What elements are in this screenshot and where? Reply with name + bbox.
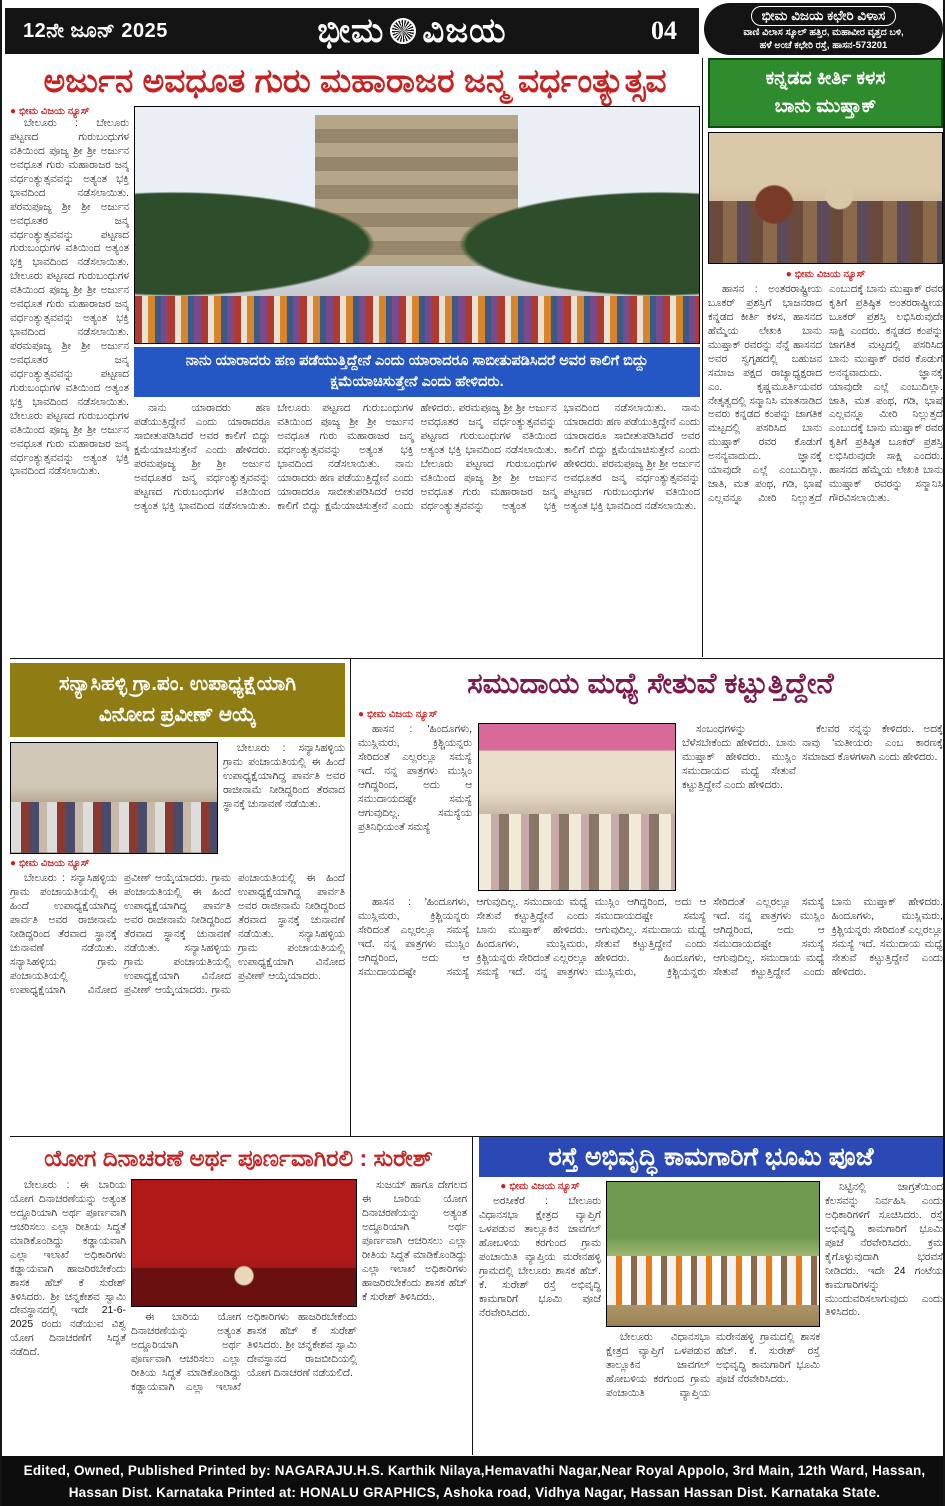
byline-bullet-icon: ● <box>358 709 365 720</box>
page-number: 04 <box>651 16 677 45</box>
banu-headline-line2: ಬಾನು ಮುಷ್ತಾಕ್ <box>774 96 877 117</box>
yoga-column-b: ಸುಜಯ್ ಹಾಗೂ ದೇಗಲದ ಈ ಬಾರಿಯ ಯೋಗ ದಿನಾಚರಣೆಯನ್ನು ಅತ್ಯಂತ ಅದ್ದೂರಿಯಾಗಿ ಅರ್ಥ ಪೂರ್ಣವಾಗಿ ಆಚರಿಸಲು ಎಲ್ಲಾ ರೀತಿಯ ಸಿದ್ದತೆ ಮಾಡಿಕೊಂಡಿದ್ದು ಎಲ್ಲಾ ಇಲಾಖೆ ಅಧಿಕಾರಿಗಳು ಹಾಜರಿರಬೇಕೆಂದು ಶಾಸಕ ಹೆಚ್ ಕೆ ಸುರೇಶ್ ತಿಳಿಸಿದರು. <box>362 1180 467 1303</box>
imprint-line2: Hassan Dist. Karnataka Printed at: HONALU GRAPHICS, Ashoka road, Vidhya Nagar, Hassan Hassan Dist. Karnataka State. <box>68 1485 881 1501</box>
masthead-right: ವಿಜಯ <box>422 11 507 50</box>
byline-bullet-icon: ● <box>500 1181 507 1192</box>
byline-label: ಭೀಮ ವಿಜಯ ನ್ಯೂಸ್ <box>509 1181 580 1192</box>
samudaya-column-b: ಸಂಬಂಧಗಳನ್ನು ಬೆಳೆಸಬೇಕೆಂದು ಹೇಳಿದರು. ಬಾನು ಮುಷ್ತಾಕ್ ಹೇಳಿದರು. ಮುಸ್ಲಿಂ ಸಮುದಾಯದ ಮಧ್ಯೆ ಸೇತುವೆ ಕಟ್ಟುತ್ತಿದ್ದೇನೆ ಎಂದು ಹೇಳಿದರು. <box>682 724 796 791</box>
byline-bullet-icon: ● <box>10 106 17 117</box>
byline-label: ಭೀಮ ವಿಜಯ ನ್ಯೂಸ್ <box>19 858 90 869</box>
main-article-lead-text: ಬೇಲೂರು : ಬೇಲೂರು ಪಟ್ಟಣದ ಗುರುಬಂಧುಗಳ ವತಿಯಿಂದ ಪೂಜ್ಯ ಶ್ರೀ ಶ್ರೀ ಅರ್ಜುನ ಅವಧೂತ ಗುರು ಮಹಾರಾಜರ ಜನ್ಮ ವರ್ಧಂತ್ಯುತ್ಸವವನ್ನು ಅತ್ಯಂತ ಭಕ್ತಿ ಭಾವದಿಂದ ನಡೆಸಲಾಯಿತು. ಪರಮಪೂಜ್ಯ ಶ್ರೀ ಶ್ರೀ ಅರ್ಜುನ ಅವಧೂತರ ಜನ್ಮ ವರ್ಧಂತ್ಯುತ್ಸವವನ್ನು ಪಟ್ಟಣದ ಗುರುಬಂಧುಗಳ ವತಿಯಿಂದ ಅತ್ಯಂತ ಭಕ್ತಿ ಭಾವದಿಂದ ನಡೆಸಲಾಯಿತು. ಬೇಲೂರು ಪಟ್ಟಣದ ಗುರುಬಂಧುಗಳ ವತಿಯಿಂದ ಪೂಜ್ಯ ಶ್ರೀ ಶ್ರೀ ಅರ್ಜುನ ಅವಧೂತ ಗುರು ಮಹಾರಾಜರ ಜನ್ಮ ವರ್ಧಂತ್ಯುತ್ಸವವನ್ನು ಅತ್ಯಂತ ಭಕ್ತಿ ಭಾವದಿಂದ ನಡೆಸಲಾಯಿತು. ಪರಮಪೂಜ್ಯ ಶ್ರೀ ಶ್ರೀ ಅರ್ಜುನ ಅವಧೂತರ ಜನ್ಮ ವರ್ಧಂತ್ಯುತ್ಸವವನ್ನು ಪಟ್ಟಣದ ಗುರುಬಂಧುಗಳ ವತಿಯಿಂದ ಅತ್ಯಂತ ಭಕ್ತಿ ಭಾವದಿಂದ ನಡೆಸಲಾಯಿತು. ಬೇಲೂರು ಪಟ್ಟಣದ ಗುರುಬಂಧುಗಳ ವತಿಯಿಂದ ಪೂಜ್ಯ ಶ್ರೀ ಶ್ರೀ ಅರ್ಜುನ ಅವಧೂತ ಗುರು ಮಹಾರಾಜರ ಜನ್ಮ ವರ್ಧಂತ್ಯುತ್ಸವವನ್ನು ಅತ್ಯಂತ ಭಕ್ತಿ ಭಾವದಿಂದ ನಡೆಸಲಾಯಿತು. <box>10 118 129 478</box>
road-article <box>473 1137 943 1455</box>
byline <box>10 106 129 117</box>
yoga-meeting-photo <box>131 1179 357 1307</box>
panchayat-side-text: ಬೇಲೂರು : ಸನ್ಯಾಸಿಹಳ್ಳಿಯ ಗ್ರಾಮ ಪಂಚಾಯತಿಯಲ್ಲಿ ಈ ಹಿಂದೆ ಉಪಾಧ್ಯಕ್ಷೆಯಾಗಿದ್ದ ಪಾರ್ವತಿ ಅವರ ರಾಜೀನಾಮೆ ನೀಡಿದ್ದರಿಂದ ತೆರವಾದ ಸ್ಥಾನಕ್ಕೆ ಚುನಾವಣೆ ನಡೆಯಿತು. <box>223 743 345 810</box>
office-title: ಭೀಮ ವಿಜಯ ಕಛೇರಿ ವಿಳಾಸ <box>751 6 897 26</box>
road-bhoomi-pooja-photo <box>606 1181 820 1327</box>
bottom-band <box>10 1136 943 1455</box>
masthead-left: ಭೀಮ <box>317 11 385 50</box>
yoga-article <box>10 1137 473 1455</box>
main-article-body-columns: ನಾನು ಯಾರಾದರು ಹಣ ಪಡೆಯುತ್ತಿದ್ದೇನೆ ಎಂದು ಯಾರಾದರೂ ಸಾಬೀತುಪಡಿಸಿದರೆ ಅವರ ಕಾಲಿಗೆ ಬಿದ್ದು ಕ್ಷಮೆಯಾಚಿಸುತ್ತೇನೆ ಎಂದು ಹೇಳಿದರು. ಪರಮಪೂಜ್ಯ ಶ್ರೀ ಶ್ರೀ ಅರ್ಜುನ ಅವಧೂತರ ಜನ್ಮ ವರ್ಧಂತ್ಯುತ್ಸವವನ್ನು ಪಟ್ಟಣದ ಗುರುಬಂಧುಗಳ ವತಿಯಿಂದ ಅತ್ಯಂತ ಭಕ್ತಿ ಭಾವದಿಂದ ನಡೆಸಲಾಯಿತು. ಬೇಲೂರು ಪಟ್ಟಣದ ಗುರುಬಂಧುಗಳ ವತಿಯಿಂದ ಪೂಜ್ಯ ಶ್ರೀ ಶ್ರೀ ಅರ್ಜುನ ಅವಧೂತ ಗುರು ಮಹಾರಾಜರ ಜನ್ಮ ವರ್ಧಂತ್ಯುತ್ಸವವನ್ನು ಅತ್ಯಂತ ಭಕ್ತಿ ಭಾವದಿಂದ ನಡೆಸಲಾಯಿತು. ನಾನು ಯಾರಾದರು ಹಣ ಪಡೆಯುತ್ತಿದ್ದೇನೆ ಎಂದು ಯಾರಾದರೂ ಸಾಬೀತುಪಡಿಸಿದರೆ ಅವರ ಕಾಲಿಗೆ ಬಿದ್ದು ಕ್ಷಮೆಯಾಚಿಸುತ್ತೇನೆ ಎಂದು ಹೇಳಿದರು. ಪರಮಪೂಜ್ಯ ಶ್ರೀ ಶ್ರೀ ಅರ್ಜುನ ಅವಧೂತರ ಜನ್ಮ ವರ್ಧಂತ್ಯುತ್ಸವವನ್ನು ಪಟ್ಟಣದ ಗುರುಬಂಧುಗಳ ವತಿಯಿಂದ ಅತ್ಯಂತ ಭಕ್ತಿ ಭಾವದಿಂದ ನಡೆಸಲಾಯಿತು. ಬೇಲೂರು ಪಟ್ಟಣದ ಗುರುಬಂಧುಗಳ ವತಿಯಿಂದ ಪೂಜ್ಯ ಶ್ರೀ ಶ್ರೀ ಅರ್ಜುನ ಅವಧೂತ ಗುರು ಮಹಾರಾಜರ ಜನ್ಮ ವರ್ಧಂತ್ಯುತ್ಸವವನ್ನು ಅತ್ಯಂತ ಭಕ್ತಿ ಭಾವದಿಂದ ನಡೆಸಲಾಯಿತು. ನಾನು ಯಾರಾದರು ಹಣ ಪಡೆಯುತ್ತಿದ್ದೇನೆ ಎಂದು ಯಾರಾದರೂ ಸಾಬೀತುಪಡಿಸಿದರೆ ಅವರ ಕಾಲಿಗೆ ಬಿದ್ದು ಕ್ಷಮೆಯಾಚಿಸುತ್ತೇನೆ ಎಂದು ಹೇಳಿದರು. ಪರಮಪೂಜ್ಯ ಶ್ರೀ ಶ್ರೀ ಅರ್ಜುನ ಅವಧೂತರ ಜನ್ಮ ವರ್ಧಂತ್ಯುತ್ಸವವನ್ನು ಪಟ್ಟಣದ ಗುರುಬಂಧುಗಳ ವತಿಯಿಂದ ಅತ್ಯಂತ ಭಕ್ತಿ ಭಾವದಿಂದ ನಡೆಸಲಾಯಿತು. <box>134 403 700 512</box>
header-bar <box>5 8 699 54</box>
banu-headline-line1: ಕನ್ನಡದ ಕೀರ್ತಿ ಕಳಸ <box>765 67 886 89</box>
byline <box>10 858 345 869</box>
yoga-headline: ಯೋಗ ದಿನಾಚರಣೆ ಅರ್ಥ ಪೂರ್ಣವಾಗಿರಲಿ : ಸುರೇಶ್ <box>44 1145 433 1171</box>
main-article <box>10 106 700 657</box>
byline-bullet-icon: ● <box>785 269 792 280</box>
byline <box>358 709 943 720</box>
main-photo-caption: ನಾನು ಯಾರಾದರು ಹಣ ಪಡೆಯುತ್ತಿದ್ದೇನೆ ಎಂದು ಯಾರಾದರೂ ಸಾಬೀತುಪಡಿಸಿದರೆ ಅವರ ಕಾಲಿಗೆ ಬಿದ್ದು ಕ್ಷಮೆಯಾಚಿಸುತ್ತೇನೆ ಎಂದು ಹೇಳಿದರು. <box>134 347 700 397</box>
banu-article-body: ಹಾಸನ : ಅಂತರರಾಷ್ಟ್ರೀಯ ಬೂಕರ್ ಪ್ರಶಸ್ತಿಗೆ ಭಾಜನರಾದ ಕನ್ನಡದ ಕೀರ್ತಿ ಕಳಸ, ಹಾಸನದ ಹೆಮ್ಮೆಯ ಲೇಖಕಿ ಬಾನು ಮುಷ್ತಾಕ್ ರವರನ್ನು ನೆನ್ನೆ ಹಾಸನದ ಅವರ ಸ್ವಗೃಹದಲ್ಲಿ ಬಹುಜನ ಸಮಾಜ ಪಕ್ಷದ ರಾಜ್ಯಾಧ್ಯಕ್ಷರಾದ ಎಂ. ಕೃಷ್ಣಮೂರ್ತಿಯವರ ನೇತೃತ್ವದಲ್ಲಿ ಸನ್ಮಾನಿಸಿ ಮಾತನಾಡಿದ ಅವರು ಕನ್ನಡದ ಕಂಪನ್ನು ಜಾಗತಿಕ ಮಟ್ಟದಲ್ಲಿ ಪಸರಿಸಿದ ಬಾನು ಮುಷ್ತಾಕ್ ರವರ ಕೊಡುಗೆ ಅನನ್ಯವಾದುದು. ಜ್ಞಾನಕ್ಕೆ ಯಾವುದೇ ಎಲ್ಲೆ ಎಂಬುದಿಲ್ಲಾ. ಜಾತಿ, ಮತ ಪಂಥ, ಗಡಿ, ಭಾಷೆ ಎಲ್ಲವನ್ನೂ ಮೀರಿ ನಿಲ್ಲುತ್ತದೆ ಎಂಬುದಕ್ಕೆ ಬಾನು ಮುಷ್ತಾಕ್ ರವರ ಕೃತಿಗೆ ಪ್ರತಿಷ್ಠಿತ ಅಂತರರಾಷ್ಟ್ರೀಯ ಬೂಕರ್ ಪ್ರಶಸ್ತಿ ಲಭಿಸಿರುವುದೇ ಸಾಕ್ಷಿ ಎಂದರು. ಕನ್ನಡದ ಕಂಪನ್ನು ಜಾಗತಿಕ ಮಟ್ಟದಲ್ಲಿ ಪಸರಿಸಿದ ಬಾನು ಮುಷ್ತಾಕ್ ರವರ ಕೊಡುಗೆ ಅನನ್ಯವಾದುದು. ಜ್ಞಾನಕ್ಕೆ ಯಾವುದೇ ಎಲ್ಲೆ ಎಂಬುದಿಲ್ಲಾ. ಜಾತಿ, ಮತ ಪಂಥ, ಗಡಿ, ಭಾಷೆ ಎಲ್ಲವನ್ನೂ ಮೀರಿ ನಿಲ್ಲುತ್ತದೆ ಎಂಬುದಕ್ಕೆ ಬಾನು ಮುಷ್ತಾಕ್ ರವರ ಕೃತಿಗೆ ಪ್ರತಿಷ್ಠಿತ ಬೂಕರ್ ಪ್ರಶಸ್ತಿ ಲಭಿಸಿರುವುದೇ ಸಾಕ್ಷಿ ಎಂದರು. ಹಾಸನದ ಹೆಮ್ಮೆಯ ಲೇಖಕಿ ಬಾನು ಮುಷ್ತಾಕ್ ರವರನ್ನು ಸನ್ಮಾನಿಸಿ ಗೌರವಿಸಲಾಯಿತು. <box>708 284 943 505</box>
road-content-row <box>479 1181 943 1455</box>
samudaya-article-body: ಹಾಸನ : 'ಹಿಂದೂಗಳು, ಮುಸ್ಲಿಮರು, ಕ್ರಿಶ್ಚಿಯನ್ನರು ಸೇರಿದಂತೆ ಎಲ್ಲರಲ್ಲೂ ಸಮಸ್ಯೆ ಇದೆ. ನನ್ನ ಪಾತ್ರಗಳು ಮುಸ್ಲಿಂ ಆಗಿದ್ದರಿಂದ, ಅದು ಆ ಸಮುದಾಯದಷ್ಟೇ ಸಮಸ್ಯೆ ಆಗುವುದಿಲ್ಲ. ಸಮುದಾಯ ಮಧ್ಯೆ ಸೇತುವೆ ಕಟ್ಟುತ್ತಿದ್ದೇನೆ ಎಂದು ಬಾನು ಮುಷ್ತಾಕ್ ಹೇಳಿದರು. ಹಿಂದೂಗಳು, ಮುಸ್ಲಿಮರು, ಕ್ರಿಶ್ಚಿಯನ್ನರು ಸೇರಿದಂತೆ ಎಲ್ಲರಲ್ಲೂ ಸಮಸ್ಯೆ ಇದೆ. ನನ್ನ ಪಾತ್ರಗಳು ಮುಸ್ಲಿಂ ಆಗಿದ್ದರಿಂದ, ಅದು ಆ ಸಮುದಾಯದಷ್ಟೇ ಸಮಸ್ಯೆ ಆಗುವುದಿಲ್ಲ. ಸಮುದಾಯ ಮಧ್ಯೆ ಸೇತುವೆ ಕಟ್ಟುತ್ತಿದ್ದೇನೆ ಎಂದು ಹೇಳಿದರು. ಹಿಂದೂಗಳು, ಮುಸ್ಲಿಮರು, ಕ್ರಿಶ್ಚಿಯನ್ನರು ಸೇರಿದಂತೆ ಎಲ್ಲರಲ್ಲೂ ಸಮಸ್ಯೆ ಇದೆ. ನನ್ನ ಪಾತ್ರಗಳು ಮುಸ್ಲಿಂ ಆಗಿದ್ದರಿಂದ, ಅದು ಆ ಸಮುದಾಯದಷ್ಟೇ ಸಮಸ್ಯೆ ಆಗುವುದಿಲ್ಲ. ಸಮುದಾಯ ಮಧ್ಯೆ ಸೇತುವೆ ಕಟ್ಟುತ್ತಿದ್ದೇನೆ ಎಂದು ಬಾನು ಮುಷ್ತಾಕ್ ಹೇಳಿದರು. ಹಿಂದೂಗಳು, ಮುಸ್ಲಿಮರು, ಕ್ರಿಶ್ಚಿಯನ್ನರು ಸೇರಿದಂತೆ ಎಲ್ಲರಲ್ಲೂ ಸಮಸ್ಯೆ ಇದೆ. ಸಮುದಾಯ ಮಧ್ಯೆ ಸೇತುವೆ ಕಟ್ಟುತ್ತಿದ್ದೇನೆ ಎಂದು ಹೇಳಿದರು. <box>358 897 943 978</box>
panchayat-article-body: ಬೇಲೂರು : ಸನ್ಯಾಸಿಹಳ್ಳಿಯ ಗ್ರಾಮ ಪಂಚಾಯತಿಯಲ್ಲಿ ಈ ಹಿಂದೆ ಉಪಾಧ್ಯಕ್ಷೆಯಾಗಿದ್ದ ಪಾರ್ವತಿ ಅವರ ರಾಜೀನಾಮೆ ನೀಡಿದ್ದರಿಂದ ತೆರವಾದ ಸ್ಥಾನಕ್ಕೆ ಚುನಾವಣೆ ನಡೆಯಿತು. ಸನ್ಯಾಸಿಹಳ್ಳಿಯ ಗ್ರಾಮ ಪಂಚಾಯತಿಯಲ್ಲಿ ಉಪಾಧ್ಯಕ್ಷೆಯಾಗಿ ವಿನೋದ ಪ್ರವೀಣ್ ಆಯ್ಕೆಯಾದರು. ಗ್ರಾಮ ಪಂಚಾಯತಿಯಲ್ಲಿ ಈ ಹಿಂದೆ ಉಪಾಧ್ಯಕ್ಷೆಯಾಗಿದ್ದ ಪಾರ್ವತಿ ಅವರ ರಾಜೀನಾಮೆ ನೀಡಿದ್ದರಿಂದ ತೆರವಾದ ಸ್ಥಾನಕ್ಕೆ ಚುನಾವಣೆ ನಡೆಯಿತು. ಸನ್ಯಾಸಿಹಳ್ಳಿಯ ಗ್ರಾಮ ಪಂಚಾಯತಿಯಲ್ಲಿ ಉಪಾಧ್ಯಕ್ಷೆಯಾಗಿ ವಿನೋದ ಪ್ರವೀಣ್ ಆಯ್ಕೆಯಾದರು. ಗ್ರಾಮ ಪಂಚಾಯತಿಯಲ್ಲಿ ಈ ಹಿಂದೆ ಉಪಾಧ್ಯಕ್ಷೆಯಾಗಿದ್ದ ಪಾರ್ವತಿ ಅವರ ರಾಜೀನಾಮೆ ನೀಡಿದ್ದರಿಂದ ತೆರವಾದ ಸ್ಥಾನಕ್ಕೆ ಚುನಾವಣೆ ನಡೆಯಿತು. ಸನ್ಯಾಸಿಹಳ್ಳಿಯ ಗ್ರಾಮ ಪಂಚಾಯತಿಯಲ್ಲಿ ಉಪಾಧ್ಯಕ್ಷೆಯಾಗಿ ವಿನೋದ ಪ್ರವೀಣ್ ಆಯ್ಕೆಯಾದರು. <box>10 873 345 996</box>
byline <box>479 1181 601 1192</box>
masthead-chakra-icon <box>390 18 416 44</box>
byline <box>708 269 943 280</box>
samudaya-column-a: ಹಾಸನ : 'ಹಿಂದೂಗಳು, ಮುಸ್ಲಿಮರು, ಕ್ರಿಶ್ಚಿಯನ್ನರು ಸೇರಿದಂತೆ ಎಲ್ಲರಲ್ಲೂ ಸಮಸ್ಯೆ ಇದೆ. ನನ್ನ ಪಾತ್ರಗಳು ಮುಸ್ಲಿಂ ಆಗಿದ್ದರಿಂದ, ಅದು ಆ ಸಮುದಾಯದಷ್ಟೇ ಸಮಸ್ಯೆ ಆಗುವುದಿಲ್ಲ. ಸಮಸ್ಯೆಯ ಪ್ರತಿನಿಧಿಯಂತೆ ಸಮಸ್ಯೆ <box>358 724 472 833</box>
road-headline-bar: ರಸ್ತೆ ಅಭಿವೃದ್ಧಿ ಕಾಮಗಾರಿಗೆ ಭೂಮಿ ಪೂಜೆ <box>479 1137 943 1177</box>
panchayat-headline-line1: ಸನ್ಯಾಸಿಹಳ್ಳಿ ಗ್ರಾ.ಪಂ. ಉಪಾಧ್ಯಕ್ಷೆಯಾಗಿ <box>58 673 297 695</box>
samudaya-column-c: ಕೆಲವರ ನನ್ನನ್ನು ಕೇಳಿದರು. ಅದಕ್ಕೆ ನಾವು 'ಮತೀಯರು ಎಂಬ ಕಾರಣಕ್ಕೆ ಸಮಾಜದ ಕೊಳಗಳಾಗಿ ಎಂದು ಹೇಳಿದರು. <box>802 724 943 763</box>
middle-band <box>10 658 943 1136</box>
road-middle-block <box>606 1181 820 1455</box>
samudaya-stage-photo <box>478 723 676 891</box>
panchayat-headline-line2: ವಿನೋದ ಪ್ರವೀಣ್ ಆಯ್ಕೆ <box>98 704 257 726</box>
imprint-footer <box>2 1456 945 1506</box>
road-mid-body: ಬೇಲೂರು ವಿಧಾನಸಭಾ ಕ್ಷೇತ್ರದ ವ್ಯಾಪ್ತಿಗೆ ಒಳಪಡುವ ತಾಲ್ಲೂಕಿನ ಜಾವಗಲ್ ಹೋಬಳಿಯ ಕರಗುಂದ ಗ್ರಾಮ ಪಂಚಾಯಿತಿ ವ್ಯಾಪ್ತಿಯ ಮರೇನಹಳ್ಳಿ ಗ್ರಾಮದಲ್ಲಿ ಶಾಸಕ ಹೆಚ್. ಕೆ. ಸುರೇಶ್ ರಸ್ತೆ ಅಭಿವೃದ್ಧಿ ಕಾಮಗಾರಿಗೆ ಭೂಮಿ ಪೂಜೆ ನೆರವೇರಿಸಿದರು. <box>606 1332 820 1399</box>
samudaya-article <box>351 659 943 1136</box>
yoga-column-a: ಬೇಲೂರು : ಈ ಬಾರಿಯ ಯೋಗ ದಿನಾಚರಣೆಯನ್ನು ಅತ್ಯಂತ ಅದ್ದೂರಿಯಾಗಿ ಅರ್ಥ ಪೂರ್ಣವಾಗಿ ಆಚರಿಸಲು ಎಲ್ಲಾ ರೀತಿಯ ಸಿದ್ದತೆ ಮಾಡಿಕೊಂಡಿದ್ದು ಕಡ್ಡಾಯವಾಗಿ ಎಲ್ಲಾ ಇಲಾಖೆ ಅಧಿಕಾರಿಗಳು ಕಡ್ಡಾಯವಾಗಿ ಹಾಜರಿರಬೇಕೆಂದು ಶಾಸಕ ಹೆಚ್ ಕೆ ಸುರೇಶ್ ತಿಳಿಸಿದರು. ಶ್ರೀ ಚನ್ನಕೇಶವ ಸ್ವಾಮಿ ದೇವಸ್ಥಾನದಲ್ಲಿ ಇದೇ 21-6-2025 ರಂದು ನಡೆಯುವ ವಿಶ್ವ ಯೋಗ ದಿನಾಚರಣೆಗೆ ಸಿದ್ದತೆ ನಡೆದಿದೆ. <box>10 1180 126 1359</box>
panchayat-headline-box <box>10 663 345 737</box>
byline-bullet-icon: ● <box>10 858 17 869</box>
panchayat-group-photo <box>10 742 218 854</box>
samudaya-photo-row <box>358 723 943 891</box>
yoga-middle-block <box>131 1179 357 1455</box>
panchayat-article <box>10 659 351 1136</box>
banu-headline-box <box>708 58 943 128</box>
imprint-line1: Edited, Owned, Published Printed by: NAGARAJU.H.S. Karthik Nilaya,Hemavathi Nagar,Near Royal Appolo, 3rd Main, 12th Ward, Hassan, <box>23 1463 926 1478</box>
main-article-headline: ಅರ್ಜುನ ಅವಧೂತ ಗುರು ಮಹಾರಾಜರ ಜನ್ಮ ವರ್ಧಂತ್ಯುತ್ಸವ <box>43 62 667 99</box>
byline-label: ಭೀಮ ವಿಜಯ ನ್ಯೂಸ್ <box>19 106 90 117</box>
main-article-left-column <box>10 106 129 657</box>
office-address-line2: ಹಳೆ ಅಂಚೆ ಕಛೇರಿ ರಸ್ತೆ, ಹಾಸನ-573201 <box>759 40 888 52</box>
samudaya-headline: ಸಮುದಾಯ ಮಧ್ಯೆ ಸೇತುವೆ ಕಟ್ಟುತ್ತಿದ್ದೇನೆ <box>467 668 834 700</box>
panchayat-photo-row <box>10 742 345 854</box>
road-column-b: ನಿಟ್ಟಿನಲ್ಲಿ ಜಾಗ್ರತೆಯಿಂದ ಕೆಲಸವನ್ನು ನಿರ್ವಹಿಸಿ ಎಂದು ಅಧಿಕಾರಿಗಳಿಗೆ ಸೂಚಿಸಿದರು. ರಸ್ತೆ ಅಭಿವೃದ್ಧಿ ಕಾಮಗಾರಿಗೆ ಭೂಮಿ ಪೂಜೆ ನೆರವೇರಿಸಿದರು. ಕ್ರಮ ಕೈಗೊಳ್ಳುವುದಾಗಿ ಭರವಸೆ ನೀಡಿದರು. ಇದೇ 24 ಗಂಟೆಯ ಕಾಮಗಾರಿಗಳನ್ನು ಮುಂದುವರಿಸಲಾಗುವುದು ಎಂದು ತಿಳಿಸಿದರು. <box>825 1182 943 1319</box>
byline-label: ಭೀಮ ವಿಜಯ ನ್ಯೂಸ್ <box>367 709 438 720</box>
main-article-right-block <box>134 106 700 657</box>
office-address-box <box>704 3 943 55</box>
byline-label: ಭೀಮ ವಿಜಯ ನ್ಯೂಸ್ <box>794 269 866 280</box>
office-address-line1: ವಾಣಿ ವಿಲಾಸ ಸ್ಕೂಲ್ ಹತ್ತಿರ, ಮಹಾವೀರ ವೃತ್ತದ ಬಳಿ, <box>743 27 904 39</box>
yoga-content-row <box>10 1179 467 1455</box>
road-column-a-text: ಅರಸೀಕೆರೆ : ಬೇಲೂರು ವಿಧಾನಸಭಾ ಕ್ಷೇತ್ರದ ವ್ಯಾಪ್ತಿಗೆ ಒಳಪಡುವ ತಾಲ್ಲೂಕಿನ ಜಾವಗಲ್ ಹೋಬಳಿಯ ಕರಗುಂದ ಗ್ರಾಮ ಪಂಚಾಯಿತಿ ವ್ಯಾಪ್ತಿಯ ಮರೇನಹಳ್ಳಿ ಗ್ರಾಮದಲ್ಲಿ ಬೇಲೂರು ಶಾಸಕ ಹೆಚ್. ಕೆ. ಸುರೇಶ್ ರಸ್ತೆ ಅಭಿವೃದ್ಧಿ ಕಾಮಗಾರಿಗೆ ಭೂಮಿ ಪೂಜೆ ನೆರವೇರಿಸಿದರು. <box>479 1196 601 1319</box>
banu-felicitation-photo <box>708 132 943 264</box>
issue-date: 12ನೇ ಜೂನ್ 2025 <box>23 19 168 42</box>
road-column-a <box>479 1181 601 1455</box>
masthead <box>195 12 629 51</box>
yoga-mid-body: ಈ ಬಾರಿಯ ಯೋಗ ದಿನಾಚರಣೆಯನ್ನು ಅತ್ಯಂತ ಅದ್ದೂರಿಯಾಗಿ ಅರ್ಥ ಪೂರ್ಣವಾಗಿ ಆಚರಿಸಲು ಎಲ್ಲಾ ರೀತಿಯ ಸಿದ್ದತೆ ಮಾಡಿಕೊಂಡಿದ್ದು ಕಡ್ಡಾಯವಾಗಿ ಎಲ್ಲಾ ಇಲಾಖೆ ಅಧಿಕಾರಿಗಳು ಹಾಜರಿರಬೇಕೆಂದು ಶಾಸಕ ಹೆಚ್ ಕೆ ಸುರೇಶ್ ತಿಳಿಸಿದರು. ಶ್ರೀ ಚನ್ನಕೇಶವ ಸ್ವಾಮಿ ದೇವಸ್ಥಾನದ ರಾಜಬೀದಿಯಲ್ಲಿ ಯೋಗ ದಿನಾಚರಣೆ ನಡೆಯಲಿದೆ. <box>131 1312 357 1393</box>
banu-article <box>702 58 943 657</box>
temple-festival-photo <box>134 106 700 344</box>
